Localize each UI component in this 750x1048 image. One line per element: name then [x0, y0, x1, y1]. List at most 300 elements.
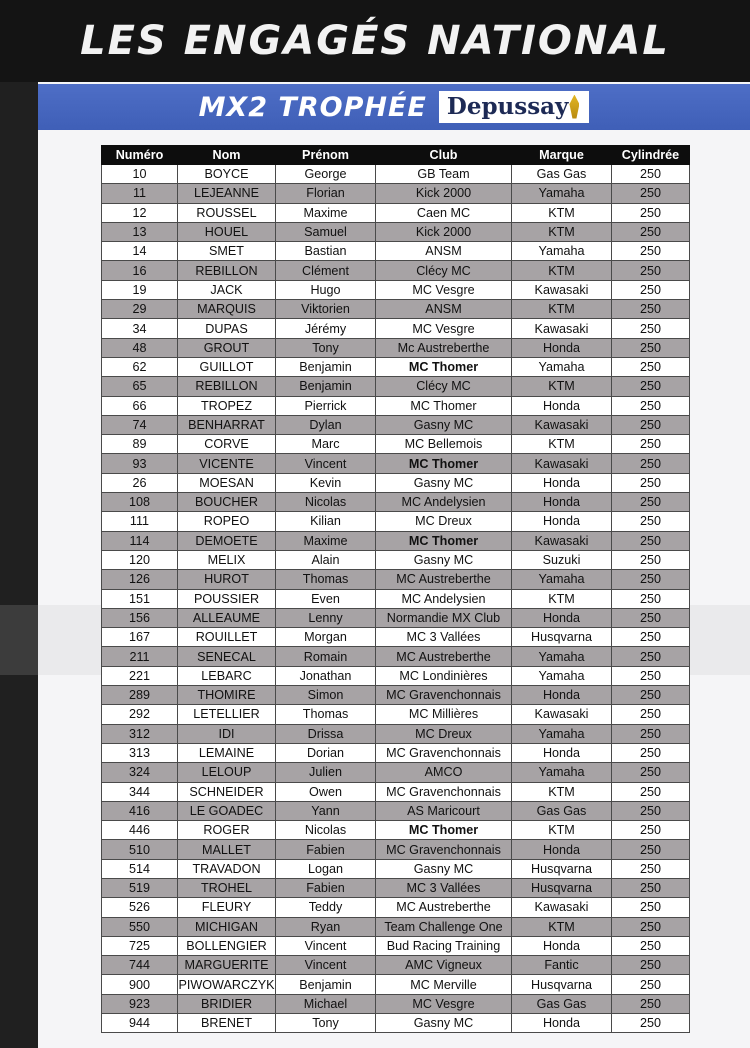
cell-prenom: Fabien — [276, 840, 376, 859]
cell-club: MC Bellemois — [376, 435, 512, 454]
cell-nom: MARGUERITE — [178, 956, 276, 975]
cell-numero: 108 — [102, 493, 178, 512]
cell-marque: KTM — [512, 377, 612, 396]
cell-marque: Honda — [512, 840, 612, 859]
cell-numero: 93 — [102, 454, 178, 473]
column-header-club: Club — [376, 146, 512, 165]
cell-nom: LE GOADEC — [178, 801, 276, 820]
table-row — [102, 165, 690, 184]
cell-prenom: Jonathan — [276, 666, 376, 685]
cell-numero: 313 — [102, 743, 178, 762]
table-row — [102, 608, 690, 627]
table-row — [102, 338, 690, 357]
cell-numero: 11 — [102, 184, 178, 203]
cell-club: Normandie MX Club — [376, 608, 512, 627]
cell-prenom: Marc — [276, 435, 376, 454]
cell-numero: 66 — [102, 396, 178, 415]
table-row — [102, 878, 690, 897]
cell-numero: 167 — [102, 628, 178, 647]
cell-numero: 74 — [102, 415, 178, 434]
table-row — [102, 956, 690, 975]
cell-nom: TROPEZ — [178, 396, 276, 415]
cell-prenom: Hugo — [276, 280, 376, 299]
cell-marque: Husqvarna — [512, 859, 612, 878]
cell-club: AMC Vigneux — [376, 956, 512, 975]
cell-nom: BENHARRAT — [178, 415, 276, 434]
cell-cylindree: 250 — [612, 222, 690, 241]
cell-numero: 526 — [102, 898, 178, 917]
cell-marque: Kawasaki — [512, 319, 612, 338]
cell-cylindree: 250 — [612, 898, 690, 917]
cell-cylindree: 250 — [612, 975, 690, 994]
cell-club: GB Team — [376, 165, 512, 184]
cell-prenom: Owen — [276, 782, 376, 801]
column-header-numero: Numéro — [102, 146, 178, 165]
table-row — [102, 1014, 690, 1033]
cell-numero: 510 — [102, 840, 178, 859]
cell-numero: 62 — [102, 357, 178, 376]
cell-cylindree: 250 — [612, 878, 690, 897]
cell-marque: KTM — [512, 435, 612, 454]
cell-club: MC Thomer — [376, 357, 512, 376]
cell-numero: 13 — [102, 222, 178, 241]
table-row — [102, 280, 690, 299]
cell-nom: BOUCHER — [178, 493, 276, 512]
column-header-marque: Marque — [512, 146, 612, 165]
cell-club: Gasny MC — [376, 473, 512, 492]
cell-cylindree: 250 — [612, 415, 690, 434]
cell-prenom: Tony — [276, 1014, 376, 1033]
cell-club: Gasny MC — [376, 859, 512, 878]
cell-club: MC Gravenchonnais — [376, 743, 512, 762]
cell-prenom: Simon — [276, 686, 376, 705]
cell-nom: BOYCE — [178, 165, 276, 184]
cell-club: Team Challenge One — [376, 917, 512, 936]
cell-nom: SMET — [178, 242, 276, 261]
cell-club: MC Thomer — [376, 454, 512, 473]
cell-numero: 519 — [102, 878, 178, 897]
table-row — [102, 782, 690, 801]
cell-cylindree: 250 — [612, 570, 690, 589]
table-row — [102, 377, 690, 396]
cell-club: ANSM — [376, 242, 512, 261]
table-row — [102, 821, 690, 840]
table-row — [102, 666, 690, 685]
cell-prenom: Benjamin — [276, 975, 376, 994]
cell-cylindree: 250 — [612, 435, 690, 454]
cell-nom: DEMOETE — [178, 531, 276, 550]
table-row — [102, 589, 690, 608]
cell-club: Mc Austreberthe — [376, 338, 512, 357]
cell-prenom: Vincent — [276, 956, 376, 975]
cell-marque: Husqvarna — [512, 878, 612, 897]
cell-marque: Honda — [512, 396, 612, 415]
cell-prenom: Bastian — [276, 242, 376, 261]
column-header-prenom: Prénom — [276, 146, 376, 165]
table-row — [102, 840, 690, 859]
table-row — [102, 859, 690, 878]
cell-cylindree: 250 — [612, 705, 690, 724]
cell-prenom: Nicolas — [276, 493, 376, 512]
cell-club: MC Thomer — [376, 531, 512, 550]
cell-marque: Yamaha — [512, 184, 612, 203]
cell-club: MC 3 Vallées — [376, 628, 512, 647]
cell-numero: 126 — [102, 570, 178, 589]
cell-prenom: Thomas — [276, 570, 376, 589]
table-row — [102, 801, 690, 820]
cell-numero: 14 — [102, 242, 178, 261]
cell-numero: 221 — [102, 666, 178, 685]
table-row — [102, 550, 690, 569]
cell-numero: 416 — [102, 801, 178, 820]
cell-marque: KTM — [512, 261, 612, 280]
cell-club: MC Thomer — [376, 396, 512, 415]
table-row — [102, 415, 690, 434]
cell-nom: LELOUP — [178, 763, 276, 782]
cell-club: AS Maricourt — [376, 801, 512, 820]
cell-prenom: Ryan — [276, 917, 376, 936]
cell-cylindree: 250 — [612, 724, 690, 743]
cell-club: MC Gravenchonnais — [376, 840, 512, 859]
cell-nom: IDI — [178, 724, 276, 743]
cell-marque: Yamaha — [512, 357, 612, 376]
table-header-row — [102, 146, 690, 165]
cell-numero: 34 — [102, 319, 178, 338]
cell-prenom: Morgan — [276, 628, 376, 647]
table-row — [102, 936, 690, 955]
column-header-cylindree: Cylindrée — [612, 146, 690, 165]
cell-marque: Honda — [512, 493, 612, 512]
table-row — [102, 493, 690, 512]
cell-cylindree: 250 — [612, 280, 690, 299]
cell-club: MC Dreux — [376, 512, 512, 531]
cell-numero: 514 — [102, 859, 178, 878]
cell-club: MC Dreux — [376, 724, 512, 743]
cell-prenom: Vincent — [276, 936, 376, 955]
cell-numero: 900 — [102, 975, 178, 994]
cell-club: MC Andelysien — [376, 493, 512, 512]
cell-marque: Husqvarna — [512, 628, 612, 647]
cell-club: MC Merville — [376, 975, 512, 994]
cell-nom: MOESAN — [178, 473, 276, 492]
page-title: LES ENGAGÉS NATIONAL — [0, 0, 750, 82]
cell-cylindree: 250 — [612, 165, 690, 184]
cell-cylindree: 250 — [612, 628, 690, 647]
table-row — [102, 357, 690, 376]
sponsor-name: Depussay — [446, 93, 569, 120]
cell-numero: 446 — [102, 821, 178, 840]
table-row — [102, 705, 690, 724]
cell-numero: 324 — [102, 763, 178, 782]
cell-club: Clécy MC — [376, 261, 512, 280]
table-row — [102, 184, 690, 203]
cell-cylindree: 250 — [612, 647, 690, 666]
table-row — [102, 261, 690, 280]
cell-prenom: Benjamin — [276, 357, 376, 376]
cell-marque: KTM — [512, 203, 612, 222]
cell-nom: DUPAS — [178, 319, 276, 338]
cell-marque: KTM — [512, 782, 612, 801]
cell-nom: LEJEANNE — [178, 184, 276, 203]
cell-prenom: Logan — [276, 859, 376, 878]
cell-club: Kick 2000 — [376, 184, 512, 203]
cell-numero: 16 — [102, 261, 178, 280]
cell-marque: Honda — [512, 608, 612, 627]
cell-club: Kick 2000 — [376, 222, 512, 241]
cell-club: MC Austreberthe — [376, 647, 512, 666]
table-row — [102, 975, 690, 994]
cell-prenom: Lenny — [276, 608, 376, 627]
cell-club: Gasny MC — [376, 415, 512, 434]
table-row — [102, 647, 690, 666]
cell-prenom: Vincent — [276, 454, 376, 473]
cell-club: MC Gravenchonnais — [376, 686, 512, 705]
table-row — [102, 743, 690, 762]
cell-marque: Kawasaki — [512, 531, 612, 550]
cell-prenom: Teddy — [276, 898, 376, 917]
cell-cylindree: 250 — [612, 338, 690, 357]
cell-prenom: Romain — [276, 647, 376, 666]
category-title: MX2 TROPHÉE — [198, 91, 427, 123]
cell-cylindree: 250 — [612, 859, 690, 878]
cell-club: MC Vesgre — [376, 280, 512, 299]
cell-prenom: Kevin — [276, 473, 376, 492]
cell-nom: LEBARC — [178, 666, 276, 685]
cell-numero: 111 — [102, 512, 178, 531]
cell-nom: HUROT — [178, 570, 276, 589]
cell-club: MC Andelysien — [376, 589, 512, 608]
cell-cylindree: 250 — [612, 743, 690, 762]
cell-nom: ROUSSEL — [178, 203, 276, 222]
cell-prenom: Tony — [276, 338, 376, 357]
cell-numero: 48 — [102, 338, 178, 357]
column-header-nom: Nom — [178, 146, 276, 165]
cell-marque: Gas Gas — [512, 165, 612, 184]
table-row — [102, 686, 690, 705]
cell-numero: 944 — [102, 1014, 178, 1033]
cell-cylindree: 250 — [612, 666, 690, 685]
cell-nom: GUILLOT — [178, 357, 276, 376]
cell-cylindree: 250 — [612, 512, 690, 531]
cell-cylindree: 250 — [612, 203, 690, 222]
cell-cylindree: 250 — [612, 589, 690, 608]
cell-numero: 344 — [102, 782, 178, 801]
cell-numero: 29 — [102, 300, 178, 319]
cell-nom: LETELLIER — [178, 705, 276, 724]
cell-nom: MICHIGAN — [178, 917, 276, 936]
cell-club: MC Vesgre — [376, 994, 512, 1013]
cell-cylindree: 250 — [612, 454, 690, 473]
cell-cylindree: 250 — [612, 801, 690, 820]
cell-cylindree: 250 — [612, 763, 690, 782]
table-row — [102, 473, 690, 492]
cell-nom: JACK — [178, 280, 276, 299]
cell-marque: Fantic — [512, 956, 612, 975]
cell-nom: THOMIRE — [178, 686, 276, 705]
cell-marque: Yamaha — [512, 570, 612, 589]
cell-nom: REBILLON — [178, 377, 276, 396]
cell-cylindree: 250 — [612, 377, 690, 396]
cell-nom: HOUEL — [178, 222, 276, 241]
cell-prenom: Michael — [276, 994, 376, 1013]
cell-numero: 114 — [102, 531, 178, 550]
cell-club: MC Gravenchonnais — [376, 782, 512, 801]
table-row — [102, 570, 690, 589]
table-row — [102, 917, 690, 936]
table-row — [102, 435, 690, 454]
wheat-icon — [569, 95, 579, 119]
cell-cylindree: 250 — [612, 994, 690, 1013]
cell-club: Gasny MC — [376, 1014, 512, 1033]
cell-prenom: Maxime — [276, 531, 376, 550]
cell-prenom: Viktorien — [276, 300, 376, 319]
cell-numero: 156 — [102, 608, 178, 627]
cell-nom: MARQUIS — [178, 300, 276, 319]
cell-prenom: Julien — [276, 763, 376, 782]
cell-nom: ROUILLET — [178, 628, 276, 647]
cell-numero: 65 — [102, 377, 178, 396]
cell-nom: MALLET — [178, 840, 276, 859]
cell-cylindree: 250 — [612, 493, 690, 512]
cell-prenom: Samuel — [276, 222, 376, 241]
left-page-edge — [0, 82, 38, 1048]
cell-nom: SCHNEIDER — [178, 782, 276, 801]
table-row — [102, 454, 690, 473]
cell-nom: FLEURY — [178, 898, 276, 917]
cell-club: Clécy MC — [376, 377, 512, 396]
cell-numero: 312 — [102, 724, 178, 743]
cell-cylindree: 250 — [612, 242, 690, 261]
table-row — [102, 319, 690, 338]
cell-cylindree: 250 — [612, 1014, 690, 1033]
cell-prenom: Dylan — [276, 415, 376, 434]
cell-numero: 12 — [102, 203, 178, 222]
cell-numero: 289 — [102, 686, 178, 705]
table-row — [102, 531, 690, 550]
cell-cylindree: 250 — [612, 917, 690, 936]
cell-nom: CORVE — [178, 435, 276, 454]
cell-cylindree: 250 — [612, 821, 690, 840]
cell-marque: Kawasaki — [512, 415, 612, 434]
cell-prenom: Yann — [276, 801, 376, 820]
cell-nom: ROGER — [178, 821, 276, 840]
cell-cylindree: 250 — [612, 840, 690, 859]
cell-cylindree: 250 — [612, 357, 690, 376]
cell-marque: Honda — [512, 686, 612, 705]
sponsor-logo — [439, 91, 590, 123]
table-body — [102, 165, 690, 1033]
cell-marque: Gas Gas — [512, 994, 612, 1013]
cell-marque: Husqvarna — [512, 975, 612, 994]
cell-nom: VICENTE — [178, 454, 276, 473]
cell-cylindree: 250 — [612, 300, 690, 319]
cell-nom: BOLLENGIER — [178, 936, 276, 955]
cell-numero: 550 — [102, 917, 178, 936]
cell-numero: 26 — [102, 473, 178, 492]
cell-nom: BRIDIER — [178, 994, 276, 1013]
cell-marque: Honda — [512, 936, 612, 955]
table-row — [102, 512, 690, 531]
cell-cylindree: 250 — [612, 550, 690, 569]
cell-nom: TROHEL — [178, 878, 276, 897]
cell-nom: POUSSIER — [178, 589, 276, 608]
cell-numero: 19 — [102, 280, 178, 299]
cell-nom: SENECAL — [178, 647, 276, 666]
cell-numero: 89 — [102, 435, 178, 454]
cell-club: Bud Racing Training — [376, 936, 512, 955]
cell-nom: GROUT — [178, 338, 276, 357]
cell-nom: ROPEO — [178, 512, 276, 531]
cell-marque: Kawasaki — [512, 898, 612, 917]
cell-cylindree: 250 — [612, 782, 690, 801]
cell-cylindree: 250 — [612, 261, 690, 280]
cell-cylindree: 250 — [612, 319, 690, 338]
cell-marque: Honda — [512, 473, 612, 492]
cell-prenom: Jérémy — [276, 319, 376, 338]
cell-club: Caen MC — [376, 203, 512, 222]
cell-numero: 120 — [102, 550, 178, 569]
cell-club: MC Millières — [376, 705, 512, 724]
cell-club: MC Londinières — [376, 666, 512, 685]
entrants-table — [101, 145, 690, 1033]
cell-marque: Yamaha — [512, 242, 612, 261]
cell-cylindree: 250 — [612, 184, 690, 203]
cell-prenom: Benjamin — [276, 377, 376, 396]
cell-marque: Yamaha — [512, 724, 612, 743]
cell-prenom: Maxime — [276, 203, 376, 222]
cell-nom: LEMAINE — [178, 743, 276, 762]
cell-prenom: George — [276, 165, 376, 184]
cell-marque: Kawasaki — [512, 705, 612, 724]
cell-club: MC Vesgre — [376, 319, 512, 338]
cell-prenom: Nicolas — [276, 821, 376, 840]
cell-club: AMCO — [376, 763, 512, 782]
cell-numero: 151 — [102, 589, 178, 608]
cell-prenom: Even — [276, 589, 376, 608]
cell-prenom: Fabien — [276, 878, 376, 897]
cell-numero: 744 — [102, 956, 178, 975]
cell-marque: KTM — [512, 821, 612, 840]
cell-numero: 923 — [102, 994, 178, 1013]
table-row — [102, 994, 690, 1013]
table-row — [102, 628, 690, 647]
cell-prenom: Kilian — [276, 512, 376, 531]
cell-cylindree: 250 — [612, 531, 690, 550]
cell-club: ANSM — [376, 300, 512, 319]
cell-marque: Yamaha — [512, 763, 612, 782]
cell-nom: REBILLON — [178, 261, 276, 280]
cell-club: Gasny MC — [376, 550, 512, 569]
cell-marque: Kawasaki — [512, 280, 612, 299]
cell-club: MC Thomer — [376, 821, 512, 840]
cell-marque: Honda — [512, 743, 612, 762]
cell-cylindree: 250 — [612, 396, 690, 415]
cell-nom: TRAVADON — [178, 859, 276, 878]
cell-marque: Honda — [512, 1014, 612, 1033]
cell-marque: Suzuki — [512, 550, 612, 569]
table-row — [102, 203, 690, 222]
cell-numero: 725 — [102, 936, 178, 955]
cell-club: MC 3 Vallées — [376, 878, 512, 897]
cell-cylindree: 250 — [612, 936, 690, 955]
table-row — [102, 300, 690, 319]
cell-prenom: Drissa — [276, 724, 376, 743]
cell-numero: 211 — [102, 647, 178, 666]
table-row — [102, 242, 690, 261]
cell-marque: Yamaha — [512, 647, 612, 666]
cell-marque: KTM — [512, 917, 612, 936]
cell-marque: KTM — [512, 589, 612, 608]
